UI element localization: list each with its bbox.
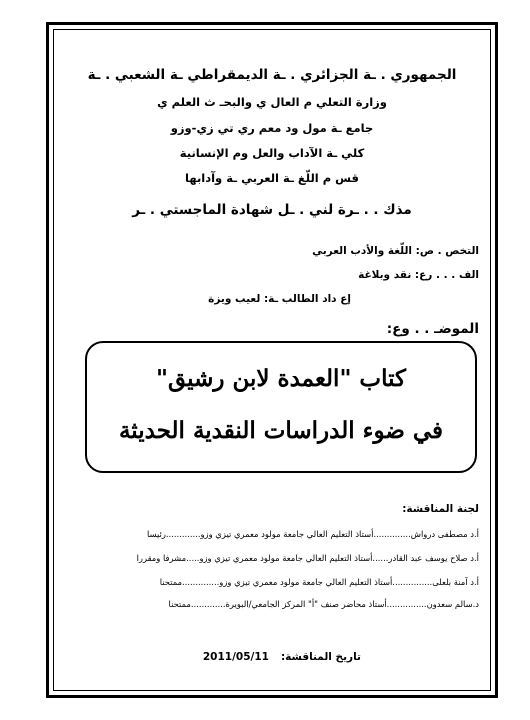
branch: الف . . . رع: نقد وبلاغة <box>358 269 479 281</box>
thesis-title-box <box>85 341 477 473</box>
memo-title: مذك . . ـرة لني . ـل شهادة الماجستي . ـر <box>132 202 412 218</box>
thesis-title-line-1: كتاب "العمدة لابن رشيق" <box>156 365 406 392</box>
committee-member: أ.د آمنة بلعلى...............أستاذ التعليم العالي جامعة مولود معمري تيزي وزو..............ممتحنا <box>159 577 479 587</box>
thesis-cover <box>53 29 491 691</box>
committee-member: أ.د مصطفى درواش..............أستاذ التعليم العالي جامعة مولود معمري تيزي وزو.............رئيسا <box>146 529 479 539</box>
defense-date: 2011/05/11 <box>202 651 269 663</box>
committee-member: أ.د صلاح يوسف عبد القادر......أستاذ التعليم العالي جامعة مولود معمري تيزي وزو.....مشرفا ومقررا <box>136 553 479 563</box>
committee-member: د.سالم سعدون...............أستاذ محاضر صنف "أ" المركز الجامعي/البويرة.............ممتحنا <box>168 599 479 609</box>
ministry-name: وزارة التعلي م العال ي والبحـ ث العلم ي <box>157 95 387 109</box>
defense-date-label: تاريخ المناقشة: <box>280 651 361 663</box>
committee-label: لجنة المناقشة: <box>402 503 479 515</box>
department-name: قس م اللّغ ـة العربي ـة وآدابها <box>185 171 359 185</box>
faculty-name: كلي ـة الآداب والعل وم الإنسانية <box>179 146 365 160</box>
university-name: جامع ـة مول ود معم ري تي زي-وزو <box>170 121 374 135</box>
specialty: التخص . ص: اللّغة والأدب العربي <box>312 245 479 257</box>
prepared-by: إع داد الطالب ـة: لعيب ويزة <box>208 293 351 305</box>
republic-name: الجمهوري . ـة الجزائري . ـة الديمقراطي ـة الشعبي . ـة <box>87 67 457 83</box>
topic-label: الموضـ . . وع: <box>386 321 479 337</box>
thesis-title-line-2: في ضوء الدراسات النقدية الحديثة <box>118 417 444 444</box>
